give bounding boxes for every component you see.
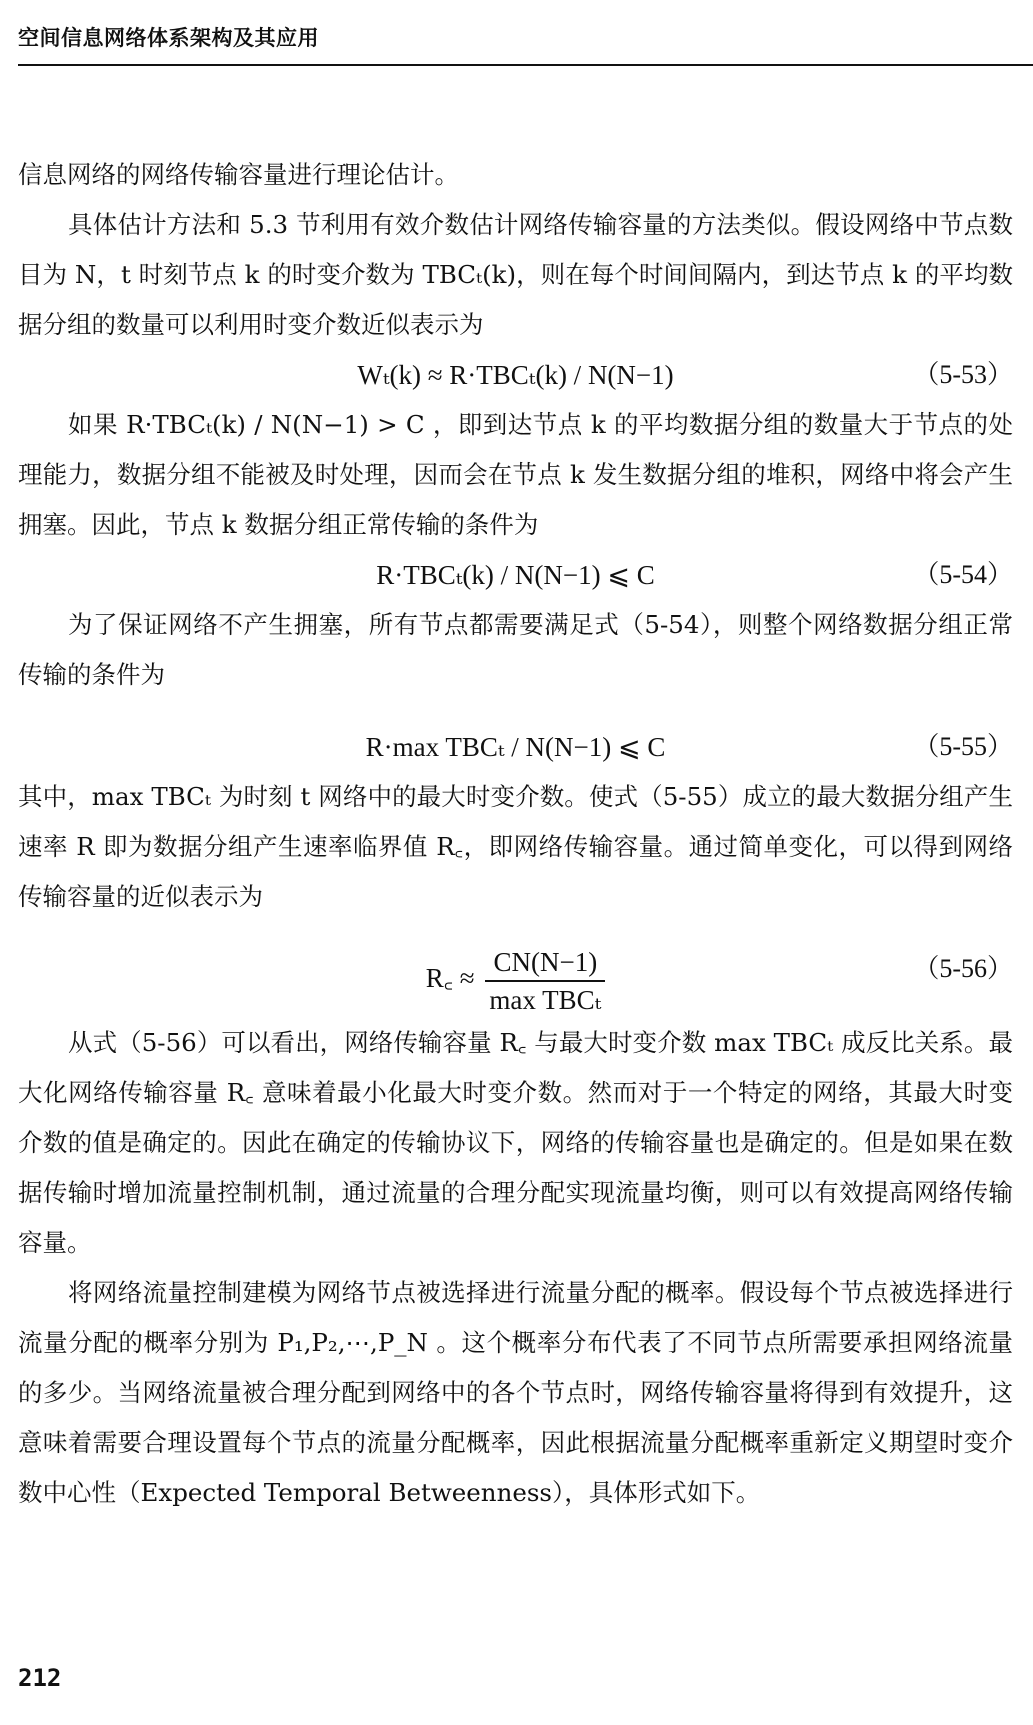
equation-5-56-lhs: R꜀ ≈ — [425, 963, 475, 994]
equation-5-54-number: （5-54） — [913, 560, 1013, 589]
equation-5-55-number: （5-55） — [913, 732, 1013, 761]
equation-5-56-formula — [18, 944, 1013, 1018]
equation-5-53 — [18, 350, 1013, 400]
equation-5-53-number: （5-53） — [913, 360, 1013, 389]
equation-5-56-number: （5-56） — [913, 954, 1013, 983]
equation-5-56-fraction — [485, 944, 605, 1018]
equation-5-56 — [18, 922, 1013, 1018]
equation-5-56-denominator: max TBCₜ — [489, 985, 602, 1015]
equation-5-53-formula: Wₜ(k) ≈ R·TBCₜ(k) / N(N−1) — [357, 360, 674, 390]
paragraph-6: 将网络流量控制建模为网络节点被选择进行流量分配的概率。假设每个节点被选择进行流量分配的概率分别为 P₁,P₂,⋯,P_N 。这个概率分布代表了不同节点所需要承担网络流量的多少。当网络流量被合理分配到网络中的各个节点时，网络传输容量将得到有效提升，这意味着需要合理设置每个节点的流量分配概率，因此根据流量分配概率重新定义期望时变介数中心性（Expected Temporal Betweenness），具体形式如下。 — [18, 1278, 1013, 1507]
running-header: 空间信息网络体系架构及其应用 — [18, 26, 319, 50]
paragraph-5: 从式（5-56）可以看出，网络传输容量 R꜀ 与最大时变介数 max TBCₜ 成反比关系。最大化网络传输容量 R꜀ 意味着最小化最大时变介数。然而对于一个特定的网络，其最大时变介数的值是确定的。因此在确定的传输协议下，网络的传输容量也是确定的。但是如果在数据传输时增加流量控制机制，通过流量的合理分配实现流量均衡，则可以有效提高网络传输容量。 — [18, 1028, 1013, 1257]
paragraph-4: 其中，max TBCₜ 为时刻 t 网络中的最大时变介数。使式（5-55）成立的最大数据分组产生速率 R 即为数据分组产生速率临界值 R꜀，即网络传输容量。通过简单变化，可以得到网络传输容量的近似表示为 — [18, 782, 1013, 911]
paragraph-3: 为了保证网络不产生拥塞，所有节点都需要满足式（5-54），则整个网络数据分组正常传输的条件为 — [18, 610, 1013, 689]
page-body — [18, 150, 1013, 1518]
equation-5-55 — [18, 722, 1013, 772]
equation-5-56-numerator: CN(N−1) — [485, 944, 605, 982]
paragraph-1: 具体估计方法和 5.3 节利用有效介数估计网络传输容量的方法类似。假设网络中节点数目为 N，t 时刻节点 k 的时变介数为 TBCₜ(k)，则在每个时间间隔内，到达节点 k 的平均数据分组的数量可以利用时变介数近似表示为 — [18, 210, 1013, 339]
paragraph-2: 如果 R·TBCₜ(k) / N(N−1) > C ，即到达节点 k 的平均数据分组的数量大于节点的处理能力，数据分组不能被及时处理，因而会在节点 k 发生数据分组的堆积，网络中将会产生拥塞。因此，节点 k 数据分组正常传输的条件为 — [18, 410, 1013, 539]
page-number: 212 — [18, 1664, 62, 1692]
paragraph-0: 信息网络的网络传输容量进行理论估计。 — [18, 160, 459, 189]
equation-5-54-formula: R·TBCₜ(k) / N(N−1) ⩽ C — [376, 560, 655, 590]
header-rule — [18, 64, 1033, 66]
equation-5-54 — [18, 550, 1013, 600]
equation-5-55-formula: R·max TBCₜ / N(N−1) ⩽ C — [365, 732, 666, 762]
